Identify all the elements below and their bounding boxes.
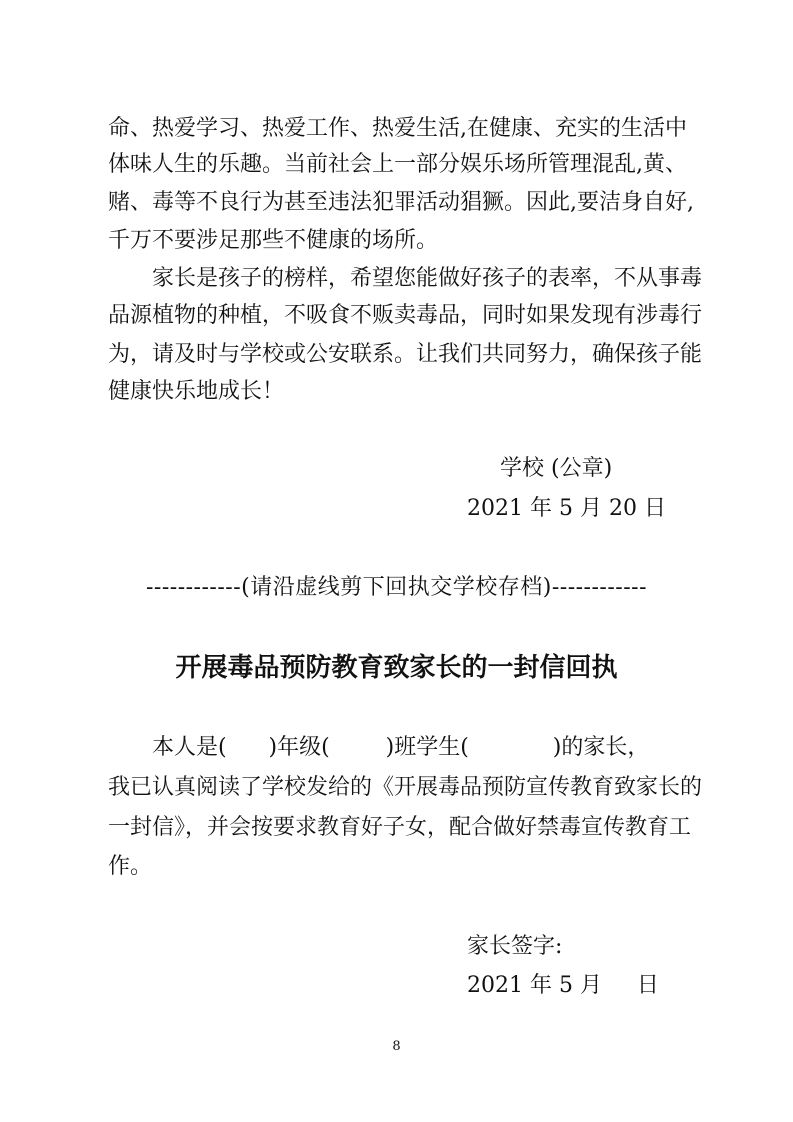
receipt-line-2: 我已认真阅读了学校发给的《开展毒品预防宣传教育致家长的 bbox=[108, 775, 703, 800]
letter-date: 2021 年 5 月 20 日 bbox=[467, 496, 666, 521]
receipt-title: 开展毒品预防教育致家长的一封信回执 bbox=[175, 653, 618, 683]
cut-line: ------------(请沿虚线剪下回执交学校存档)------------ bbox=[145, 575, 648, 600]
para2-line-1: 家长是孩子的榜样，希望您能做好孩子的表率，不从事毒 bbox=[152, 266, 703, 291]
body-line-4: 千万不要涉足那些不健康的场所。 bbox=[108, 228, 439, 253]
para2-line-3: 为，请及时与学校或公安联系。让我们共同努力，确保孩子能 bbox=[108, 342, 703, 367]
para2-line-2: 品源植物的种植，不吸食不贩卖毒品，同时如果发现有涉毒行 bbox=[108, 303, 703, 328]
receipt-line-3: 一封信》，并会按要求教育好子女，配合做好禁毒宣传教育工 bbox=[108, 815, 692, 840]
body-line-2: 体味人生的乐趣。当前社会上一部分娱乐场所管理混乱,黄、 bbox=[108, 152, 687, 177]
school-seal: 学校 (公章) bbox=[500, 456, 613, 481]
para2-line-4: 健康快乐地成长！ bbox=[108, 379, 285, 404]
body-line-3: 赌、毒等不良行为甚至违法犯罪活动猖獗。因此,要洁身自好, bbox=[108, 190, 694, 215]
page-number: 8 bbox=[392, 1039, 401, 1054]
receipt-line-1: 本人是( )年级( )班学生( )的家长， bbox=[152, 735, 650, 760]
body-line-1: 命、热爱学习、热爱工作、热爱生活,在健康、充实的生活中 bbox=[108, 116, 687, 141]
parent-signature-label: 家长签字: bbox=[467, 934, 563, 959]
receipt-date: 2021 年 5 月 日 bbox=[467, 973, 659, 998]
receipt-line-4: 作。 bbox=[108, 854, 153, 879]
